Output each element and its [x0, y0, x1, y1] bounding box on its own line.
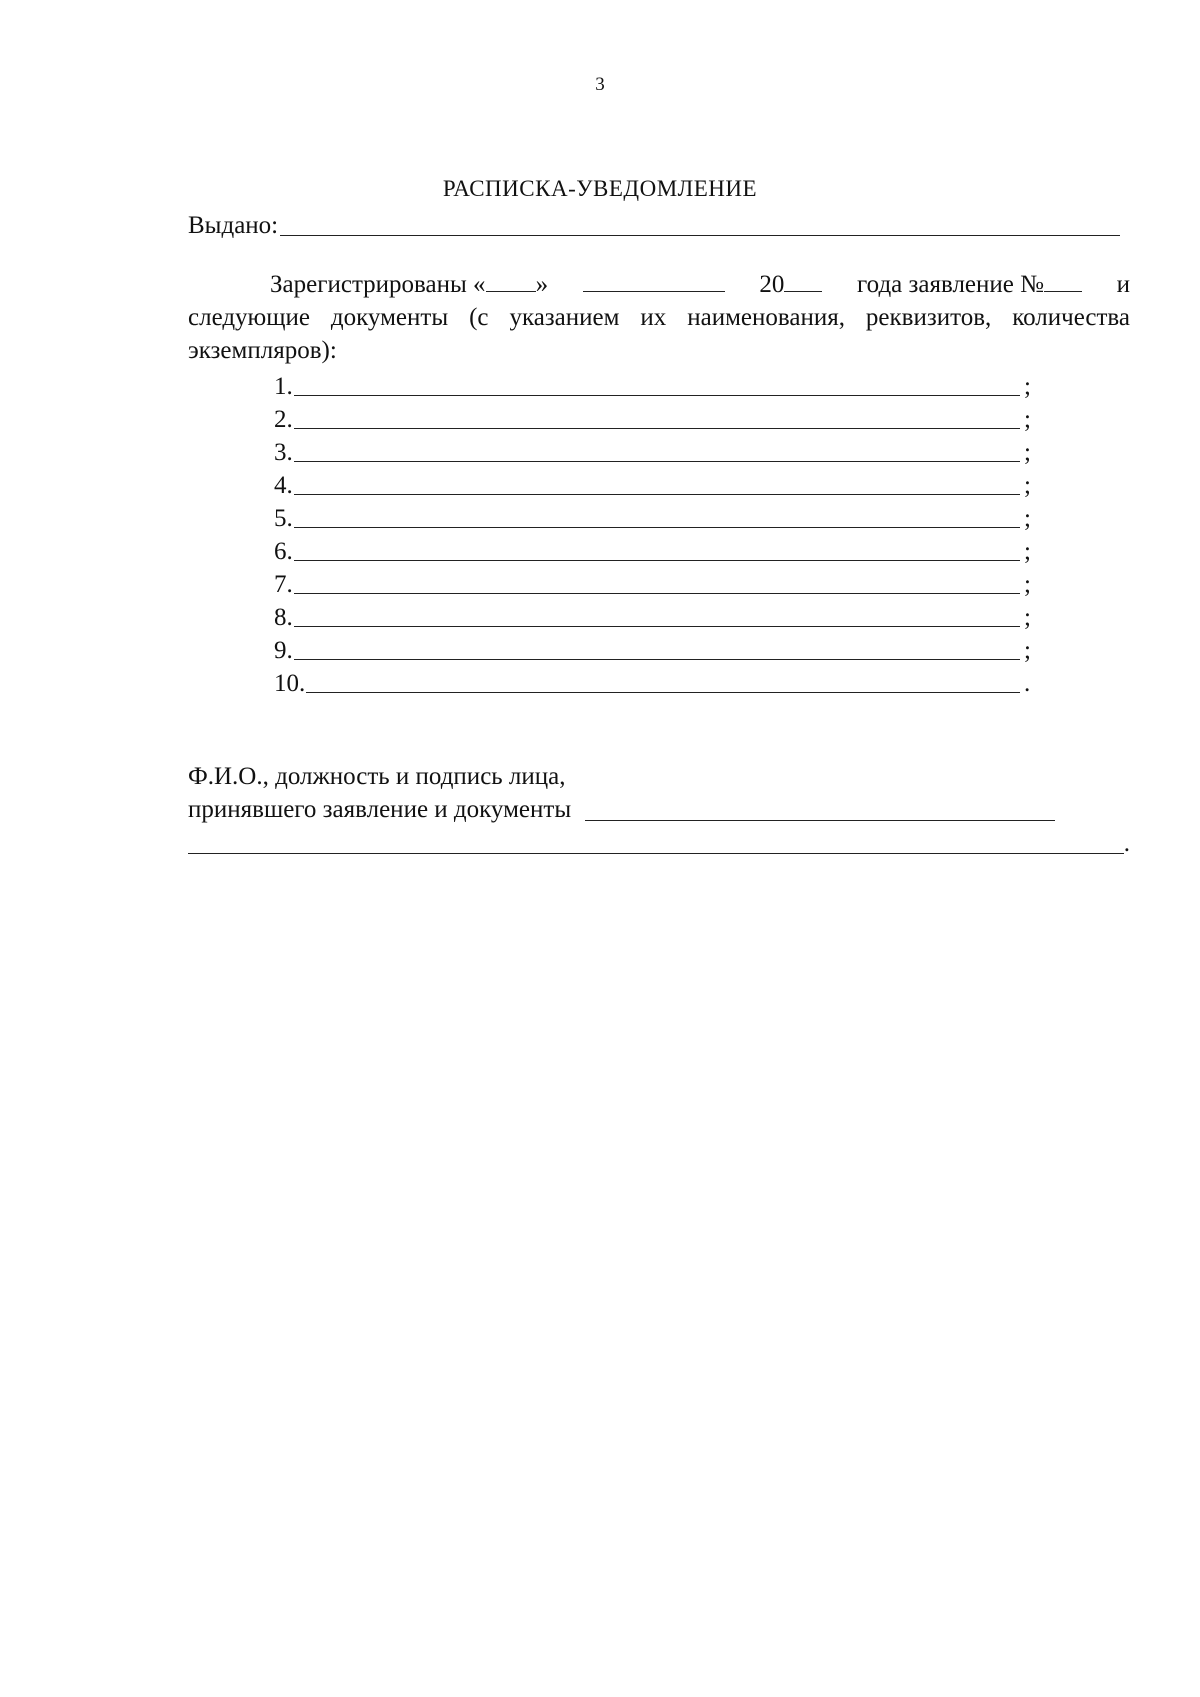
list-item [274, 467, 1034, 500]
list-item-end: ; [1024, 604, 1031, 631]
list-item [274, 434, 1034, 467]
registration-lead: Зарегистрированы « [270, 271, 486, 298]
list-item-blank-line[interactable] [294, 503, 1020, 528]
conjunction: и [1116, 271, 1131, 298]
page-number: 3 [595, 74, 605, 95]
list-item-number: 5. [274, 505, 293, 532]
list-item-blank-line[interactable] [294, 437, 1020, 462]
list-item-number: 2. [274, 406, 293, 433]
list-item-number: 8. [274, 604, 293, 631]
list-item-end: . [1024, 670, 1031, 697]
list-item-number: 1. [274, 373, 293, 400]
list-item [274, 566, 1034, 599]
list-item-number: 6. [274, 538, 293, 565]
signature-row [188, 793, 1130, 826]
month-blank[interactable] [583, 269, 725, 292]
list-item [274, 500, 1034, 533]
registration-continuation: следующие документы (с указанием их наименования, реквизитов, количества экземпляров): [188, 304, 1130, 364]
signature-full-row [188, 826, 1130, 860]
list-item-end: ; [1024, 373, 1031, 400]
list-item-blank-line[interactable] [294, 371, 1020, 396]
list-item-blank-line[interactable] [306, 668, 1020, 693]
signature-label-line2: принявшего заявление и документы [188, 796, 572, 823]
list-item-end: ; [1024, 472, 1031, 499]
list-item-number: 9. [274, 637, 293, 664]
quote-close: » [535, 271, 549, 298]
list-item-blank-line[interactable] [294, 635, 1020, 660]
list-item-end: ; [1024, 406, 1031, 433]
list-item [274, 599, 1034, 632]
application-number-blank[interactable] [1044, 269, 1082, 292]
list-item-end: ; [1024, 571, 1031, 598]
list-item-end: ; [1024, 637, 1031, 664]
year-prefix: 20 [759, 271, 785, 298]
list-item [274, 632, 1034, 665]
signature-blank-line[interactable] [585, 796, 1055, 821]
registration-first-line [188, 268, 1130, 301]
list-item-number: 10. [274, 670, 306, 697]
list-item-number: 3. [274, 439, 293, 466]
signature-full-blank-line[interactable] [188, 829, 1124, 854]
list-item-number: 7. [274, 571, 293, 598]
list-item-blank-line[interactable] [294, 536, 1020, 561]
signature-end: . [1123, 830, 1130, 857]
list-item-blank-line[interactable] [294, 404, 1020, 429]
issued-row [188, 204, 1120, 240]
list-item-end: ; [1024, 505, 1031, 532]
issued-label: Выдано: [188, 212, 279, 239]
list-item [274, 401, 1034, 434]
signature-block [188, 760, 1130, 860]
list-item-blank-line[interactable] [294, 470, 1020, 495]
signature-label-line1: Ф.И.О., должность и подпись лица, [188, 763, 566, 790]
list-item [274, 368, 1034, 401]
list-item-blank-line[interactable] [294, 602, 1020, 627]
day-blank[interactable] [486, 269, 536, 292]
issued-blank-line[interactable] [280, 207, 1120, 236]
year-blank[interactable] [784, 269, 822, 292]
document-list [274, 368, 1034, 698]
list-item-blank-line[interactable] [294, 569, 1020, 594]
after-year-text: года заявление № [857, 271, 1044, 298]
list-item-end: ; [1024, 439, 1031, 466]
list-item-number: 4. [274, 472, 293, 499]
list-item-end: ; [1024, 538, 1031, 565]
list-item [274, 665, 1034, 698]
document-title: РАСПИСКА-УВЕДОМЛЕНИЕ [442, 176, 758, 201]
registration-paragraph [188, 268, 1130, 367]
list-item [274, 533, 1034, 566]
